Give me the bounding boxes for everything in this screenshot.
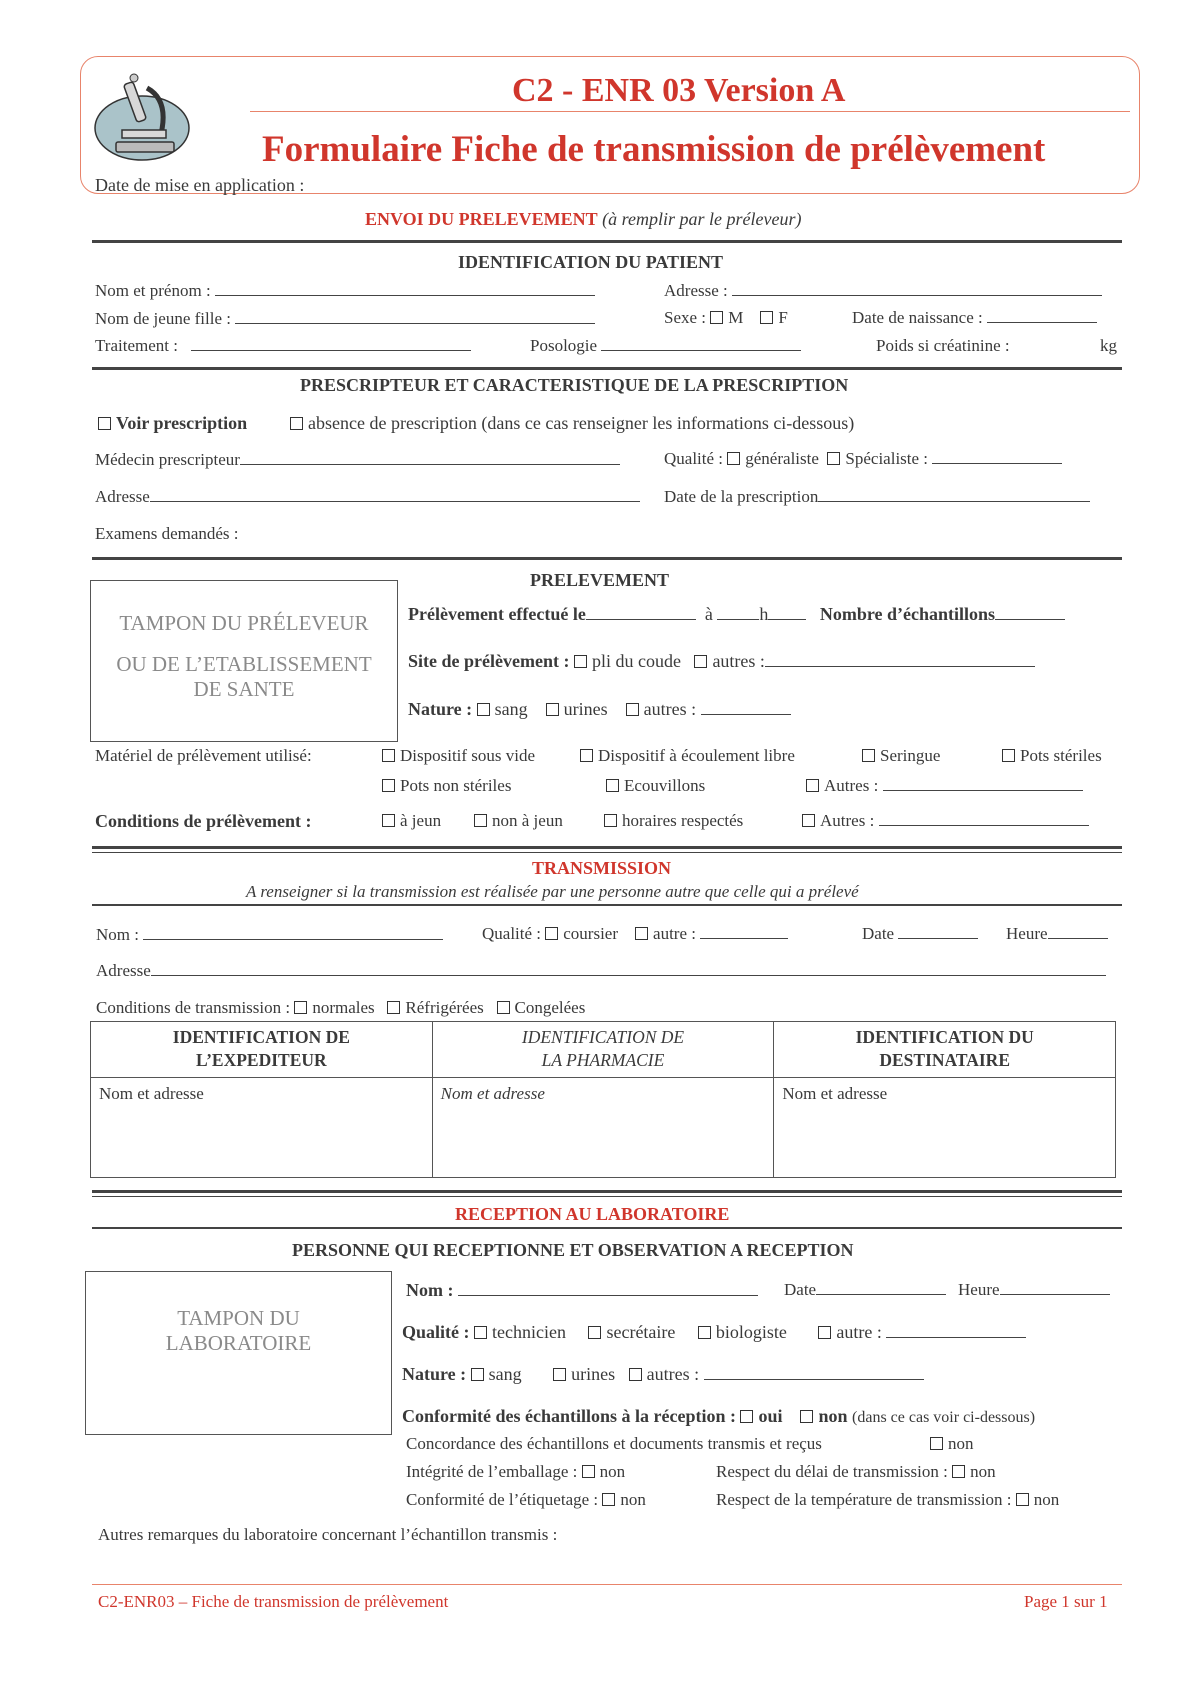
transmission-qualite-label: Qualité : [482, 924, 542, 943]
temperature-row [716, 1490, 1059, 1510]
temperature-non-label: non [1033, 1490, 1060, 1509]
patient-jeune-fille-field[interactable] [235, 309, 595, 324]
materiel-autres-field[interactable] [883, 776, 1083, 791]
seringue-checkbox[interactable] [862, 749, 875, 762]
specialiste-checkbox[interactable] [827, 452, 840, 465]
pharmacie-cell[interactable]: Nom et adresse [440, 1084, 545, 1103]
identification-table [90, 1021, 1116, 1178]
heure-field[interactable] [717, 605, 759, 620]
temperature-label: Respect de la température de transmission : [716, 1490, 1012, 1509]
absence-prescription-option [290, 413, 854, 434]
congelees-checkbox[interactable] [497, 1001, 510, 1014]
posologie-field[interactable] [601, 336, 801, 351]
nature-label: Nature : [408, 699, 473, 719]
transmission-autre-field[interactable] [700, 924, 788, 939]
traitement-field[interactable] [191, 336, 471, 351]
pharmacie-header [433, 1022, 774, 1078]
conformite-note: (dans ce cas voir ci-dessous) [852, 1409, 1036, 1426]
destinataire-cell[interactable]: Nom et adresse [782, 1084, 888, 1103]
traitement-label: Traitement : [95, 336, 178, 355]
reception-nature-row [402, 1364, 924, 1385]
date-application-label: Date de mise en application : [95, 175, 305, 195]
patient-jeune-fille-row [95, 309, 595, 329]
pots-non-checkbox[interactable] [382, 779, 395, 792]
transmission-nom-row [96, 925, 443, 945]
h-label: h [759, 604, 769, 624]
stamp-line1: TAMPON DU PRÉLEVEUR [119, 611, 369, 635]
header-divider [250, 111, 1130, 112]
destinataire-header: IDENTIFICATION DU DESTINATAIRE [774, 1022, 1115, 1078]
nature-autres-field[interactable] [701, 700, 791, 715]
concordance-non-option [930, 1434, 974, 1454]
etiquetage-row [406, 1490, 646, 1510]
sang-checkbox[interactable] [477, 703, 490, 716]
voir-prescription-checkbox[interactable] [98, 417, 111, 430]
section-rule [92, 557, 1122, 560]
patient-adresse-field[interactable] [732, 281, 1102, 296]
horaires-option [604, 811, 743, 831]
transmission-qualite-row [482, 924, 788, 944]
transmission-adresse-field[interactable] [151, 961, 1106, 976]
expediteur-column [91, 1022, 433, 1177]
ecouvillons-option [606, 776, 705, 796]
concordance-non-checkbox[interactable] [930, 1437, 943, 1450]
patient-title: IDENTIFICATION DU PATIENT [458, 252, 724, 272]
remarques-label: Autres remarques du laboratoire concernant l’échantillon transmis : [98, 1525, 558, 1544]
jeun-label: à jeun [400, 811, 442, 830]
reception-heure-label: Heure [958, 1280, 1000, 1299]
urines-checkbox[interactable] [546, 703, 559, 716]
reception-nom-field[interactable] [458, 1281, 758, 1296]
concordance-non-label: non [948, 1434, 974, 1453]
site-autres-field[interactable] [765, 652, 1035, 667]
reception-heure-row [958, 1280, 1110, 1300]
examens-label: Examens demandés : [95, 524, 239, 543]
sexe-label: Sexe : [664, 308, 707, 327]
patient-adresse-label: Adresse : [664, 281, 728, 300]
secretaire-checkbox[interactable] [588, 1326, 601, 1339]
reception-autres-field[interactable] [704, 1365, 924, 1380]
patient-poids-row [876, 336, 1010, 356]
ecouvillons-label: Ecouvillons [624, 776, 706, 795]
reception-autre-label: autre : [836, 1322, 882, 1342]
normales-checkbox[interactable] [294, 1001, 307, 1014]
reception-title: RECEPTION AU LABORATOIRE [455, 1204, 730, 1224]
nombre-label: Nombre d’échantillons [819, 604, 996, 624]
conformite-label: Conformité des échantillons à la réception : [402, 1406, 736, 1426]
stamp-line2: OU DE L’ETABLISSEMENT DE SANTE [116, 652, 372, 701]
sous-vide-checkbox[interactable] [382, 749, 395, 762]
reception-date-label: Date [784, 1280, 817, 1299]
transmission-adresse-row [96, 961, 1106, 981]
prescripteur-qualite-label: Qualité : [664, 449, 724, 468]
absence-prescription-label: absence de prescription (dans ce cas renseigner les informations ci-dessous) [308, 413, 855, 433]
delai-non-label: non [970, 1462, 996, 1481]
urines-label: urines [563, 699, 608, 719]
patient-nom-row [95, 281, 595, 301]
reception-heure-field[interactable] [1000, 1280, 1110, 1295]
reception-date-row [784, 1280, 946, 1300]
prelevement-title: PRELEVEMENT [530, 570, 670, 590]
reception-autre-field[interactable] [886, 1323, 1026, 1338]
pli-coude-checkbox[interactable] [574, 655, 587, 668]
reception-autres-label: autres : [646, 1364, 700, 1384]
footer-left: C2-ENR03 – Fiche de transmission de prélèvement [98, 1592, 449, 1611]
form-title: Formulaire Fiche de transmission de prélèvement [262, 129, 1046, 170]
transmission-adresse-label: Adresse [96, 961, 151, 980]
conditions-autres-checkbox[interactable] [802, 814, 815, 827]
biologiste-label: biologiste [715, 1322, 787, 1342]
specialiste-label: Spécialiste : [845, 449, 929, 468]
ecoulement-label: Dispositif à écoulement libre [598, 746, 795, 765]
transmission-conditions-row [96, 998, 585, 1018]
integrite-non-label: non [599, 1462, 626, 1481]
ecoulement-option [580, 746, 795, 766]
patient-posologie-row [530, 336, 801, 356]
materiel-label: Matériel de prélèvement utilisé: [95, 746, 312, 765]
generaliste-checkbox[interactable] [727, 452, 740, 465]
jeun-option [382, 811, 441, 831]
pots-steriles-checkbox[interactable] [1002, 749, 1015, 762]
reception-sang-checkbox[interactable] [471, 1368, 484, 1381]
conformite-non-label: non [818, 1406, 848, 1426]
patient-jeune-fille-label: Nom de jeune fille : [95, 309, 231, 328]
specialiste-field[interactable] [932, 449, 1062, 464]
envoi-title: ENVOI DU PRELEVEMENT [365, 209, 598, 229]
nature-autres-checkbox[interactable] [626, 703, 639, 716]
medecin-field[interactable] [240, 450, 620, 465]
conformite-non-checkbox[interactable] [800, 1410, 813, 1423]
prescripteur-adresse-field[interactable] [150, 487, 640, 502]
voir-prescription-option [98, 413, 247, 434]
effectue-date-field[interactable] [586, 605, 696, 620]
horaires-checkbox[interactable] [604, 814, 617, 827]
destinataire-column [774, 1022, 1115, 1177]
secretaire-label: secrétaire [606, 1322, 676, 1342]
expediteur-header: IDENTIFICATION DE L’EXPEDITEUR [91, 1022, 432, 1078]
envoi-subtitle: (à remplir par le préleveur) [602, 209, 802, 229]
prescripteur-title: PRESCRIPTEUR ET CARACTERISTIQUE DE LA PRESCRIPTION [300, 375, 849, 395]
reception-qualite-row [402, 1322, 1026, 1343]
section-rule [92, 1227, 1122, 1229]
laboratoire-stamp-text: TAMPON DU LABORATOIRE [165, 1306, 312, 1355]
delai-non-checkbox[interactable] [952, 1465, 965, 1478]
materiel-autres-option [806, 776, 1083, 796]
patient-nom-label: Nom et prénom : [95, 281, 211, 300]
prelevement-effectue-row [408, 604, 1065, 625]
effectue-label: Prélèvement effectué le [408, 604, 586, 624]
a-label: à [704, 604, 713, 624]
reception-date-field[interactable] [816, 1280, 946, 1295]
nature-autres-label: autres : [643, 699, 697, 719]
transmission-heure-field[interactable] [1048, 924, 1108, 939]
non-jeun-checkbox[interactable] [474, 814, 487, 827]
section-rule [92, 367, 1122, 370]
normales-label: normales [312, 998, 375, 1017]
poids-unit: kg [1100, 336, 1117, 355]
transmission-date-field[interactable] [898, 924, 978, 939]
footer-page: Page 1 sur 1 [1024, 1592, 1108, 1611]
technicien-label: technicien [492, 1322, 566, 1342]
reception-urines-checkbox[interactable] [553, 1368, 566, 1381]
sexe-m-label: M [728, 308, 744, 327]
reception-autre-checkbox[interactable] [818, 1326, 831, 1339]
patient-adresse-row [664, 281, 1102, 301]
medecin-label: Médecin prescripteur [95, 450, 240, 469]
transmission-autre-checkbox[interactable] [635, 927, 648, 940]
site-label: Site de prélèvement : [408, 651, 570, 671]
pli-coude-label: pli du coude [591, 651, 681, 671]
coursier-label: coursier [563, 924, 619, 943]
nature-row [408, 699, 791, 720]
footer-rule [92, 1584, 1122, 1585]
site-autres-label: autres : [712, 651, 765, 671]
minutes-field[interactable] [768, 605, 806, 620]
pots-steriles-option [1002, 746, 1102, 766]
seringue-option [862, 746, 940, 766]
transmission-heure-label: Heure [1006, 924, 1048, 943]
sous-vide-label: Dispositif sous vide [400, 746, 536, 765]
reception-qualite-label: Qualité : [402, 1322, 470, 1342]
date-prescription-field[interactable] [818, 487, 1090, 502]
materiel-autres-label: Autres : [824, 776, 879, 795]
reception-nom-row [406, 1280, 758, 1301]
conformite-oui-checkbox[interactable] [740, 1410, 753, 1423]
reception-nature-label: Nature : [402, 1364, 467, 1384]
transmission-date-row [862, 924, 978, 944]
ecoulement-checkbox[interactable] [580, 749, 593, 762]
patient-naissance-row [852, 308, 1097, 328]
integrite-row [406, 1462, 625, 1482]
site-row [408, 651, 1035, 672]
ecouvillons-checkbox[interactable] [606, 779, 619, 792]
congelees-label: Congelées [514, 998, 586, 1017]
form-code: C2 - ENR 03 Version A [512, 72, 846, 109]
horaires-label: horaires respectés [622, 811, 744, 830]
refrigerees-label: Réfrigérées [405, 998, 484, 1017]
etiquetage-non-label: non [620, 1490, 646, 1509]
transmission-subtitle: A renseigner si la transmission est réalisée par une personne autre que celle qui a prélevé [246, 882, 859, 901]
preleveur-stamp-box [90, 580, 398, 742]
conditions-autres-field[interactable] [879, 811, 1089, 826]
integrite-non-checkbox[interactable] [582, 1465, 595, 1478]
reception-urines-label: urines [571, 1364, 616, 1384]
microscope-icon [92, 68, 192, 164]
transmission-nom-label: Nom : [96, 925, 139, 944]
medecin-row [95, 450, 620, 470]
section-double-rule [92, 1190, 1122, 1193]
delai-label: Respect du délai de transmission : [716, 1462, 948, 1481]
transmission-autre-label: autre : [653, 924, 696, 943]
etiquetage-label: Conformité de l’étiquetage : [406, 1490, 599, 1509]
date-prescription-label: Date de la prescription [664, 487, 819, 506]
patient-sexe-row [664, 308, 788, 328]
patient-traitement-row [95, 336, 471, 356]
naissance-label: Date de naissance : [852, 308, 983, 327]
integrite-label: Intégrité de l’emballage : [406, 1462, 578, 1481]
refrigerees-checkbox[interactable] [387, 1001, 400, 1014]
temperature-non-checkbox[interactable] [1016, 1493, 1029, 1506]
non-jeun-label: non à jeun [492, 811, 563, 830]
sexe-f-checkbox[interactable] [760, 311, 773, 324]
voir-prescription-label: Voir prescription [116, 413, 248, 433]
pots-steriles-label: Pots stériles [1020, 746, 1102, 765]
reception-sang-label: sang [488, 1364, 522, 1384]
envoi-heading [365, 209, 801, 230]
pharmacie-header-line1: IDENTIFICATION DE [521, 1027, 685, 1047]
pharmacie-header-line2: LA PHARMACIE [541, 1050, 665, 1070]
transmission-nom-field[interactable] [143, 925, 443, 940]
nombre-field[interactable] [995, 605, 1065, 620]
conditions-autres-label: Autres : [820, 811, 875, 830]
prescripteur-adresse-label: Adresse [95, 487, 150, 506]
pharmacie-column [433, 1022, 775, 1177]
posologie-label: Posologie [530, 336, 598, 355]
coursier-checkbox[interactable] [545, 927, 558, 940]
site-autres-checkbox[interactable] [694, 655, 707, 668]
expediteur-cell[interactable]: Nom et adresse [99, 1084, 204, 1103]
sang-label: sang [494, 699, 528, 719]
jeun-checkbox[interactable] [382, 814, 395, 827]
prescripteur-adresse-row [95, 487, 640, 507]
etiquetage-non-checkbox[interactable] [602, 1493, 615, 1506]
transmission-heure-row [1006, 924, 1108, 944]
concordance-label: Concordance des échantillons et documents transmis et reçus [406, 1434, 822, 1453]
date-prescription-row [664, 487, 1090, 507]
laboratoire-stamp-box [85, 1271, 392, 1435]
absence-prescription-checkbox[interactable] [290, 417, 303, 430]
sous-vide-option [382, 746, 535, 766]
transmission-date-label: Date [862, 924, 895, 943]
poids-label: Poids si créatinine : [876, 336, 1010, 355]
delai-row [716, 1462, 996, 1482]
reception-nom-label: Nom : [406, 1280, 454, 1300]
technicien-checkbox[interactable] [474, 1326, 487, 1339]
transmission-title: TRANSMISSION [532, 858, 672, 878]
biologiste-checkbox[interactable] [698, 1326, 711, 1339]
prescripteur-qualite-row [664, 449, 1062, 469]
reception-subtitle: PERSONNE QUI RECEPTIONNE ET OBSERVATION A RECEPTION [292, 1240, 854, 1260]
reception-autres-checkbox[interactable] [629, 1368, 642, 1381]
section-rule [92, 904, 1122, 906]
non-jeun-option [474, 811, 563, 831]
section-rule [92, 240, 1122, 243]
pots-non-option [382, 776, 511, 796]
transmission-conditions-label: Conditions de transmission : [96, 998, 291, 1017]
sexe-m-checkbox[interactable] [710, 311, 723, 324]
patient-nom-field[interactable] [215, 281, 595, 296]
seringue-label: Seringue [880, 746, 941, 765]
conditions-label: Conditions de prélèvement : [95, 811, 312, 831]
sexe-f-label: F [778, 308, 788, 327]
generaliste-label: généraliste [745, 449, 819, 468]
conformite-oui-label: oui [758, 1406, 783, 1426]
pots-non-label: Pots non stériles [400, 776, 512, 795]
materiel-autres-checkbox[interactable] [806, 779, 819, 792]
section-double-rule [92, 846, 1122, 849]
conditions-autres-option [802, 811, 1089, 831]
conformite-row [402, 1406, 1035, 1427]
naissance-field[interactable] [987, 308, 1097, 323]
